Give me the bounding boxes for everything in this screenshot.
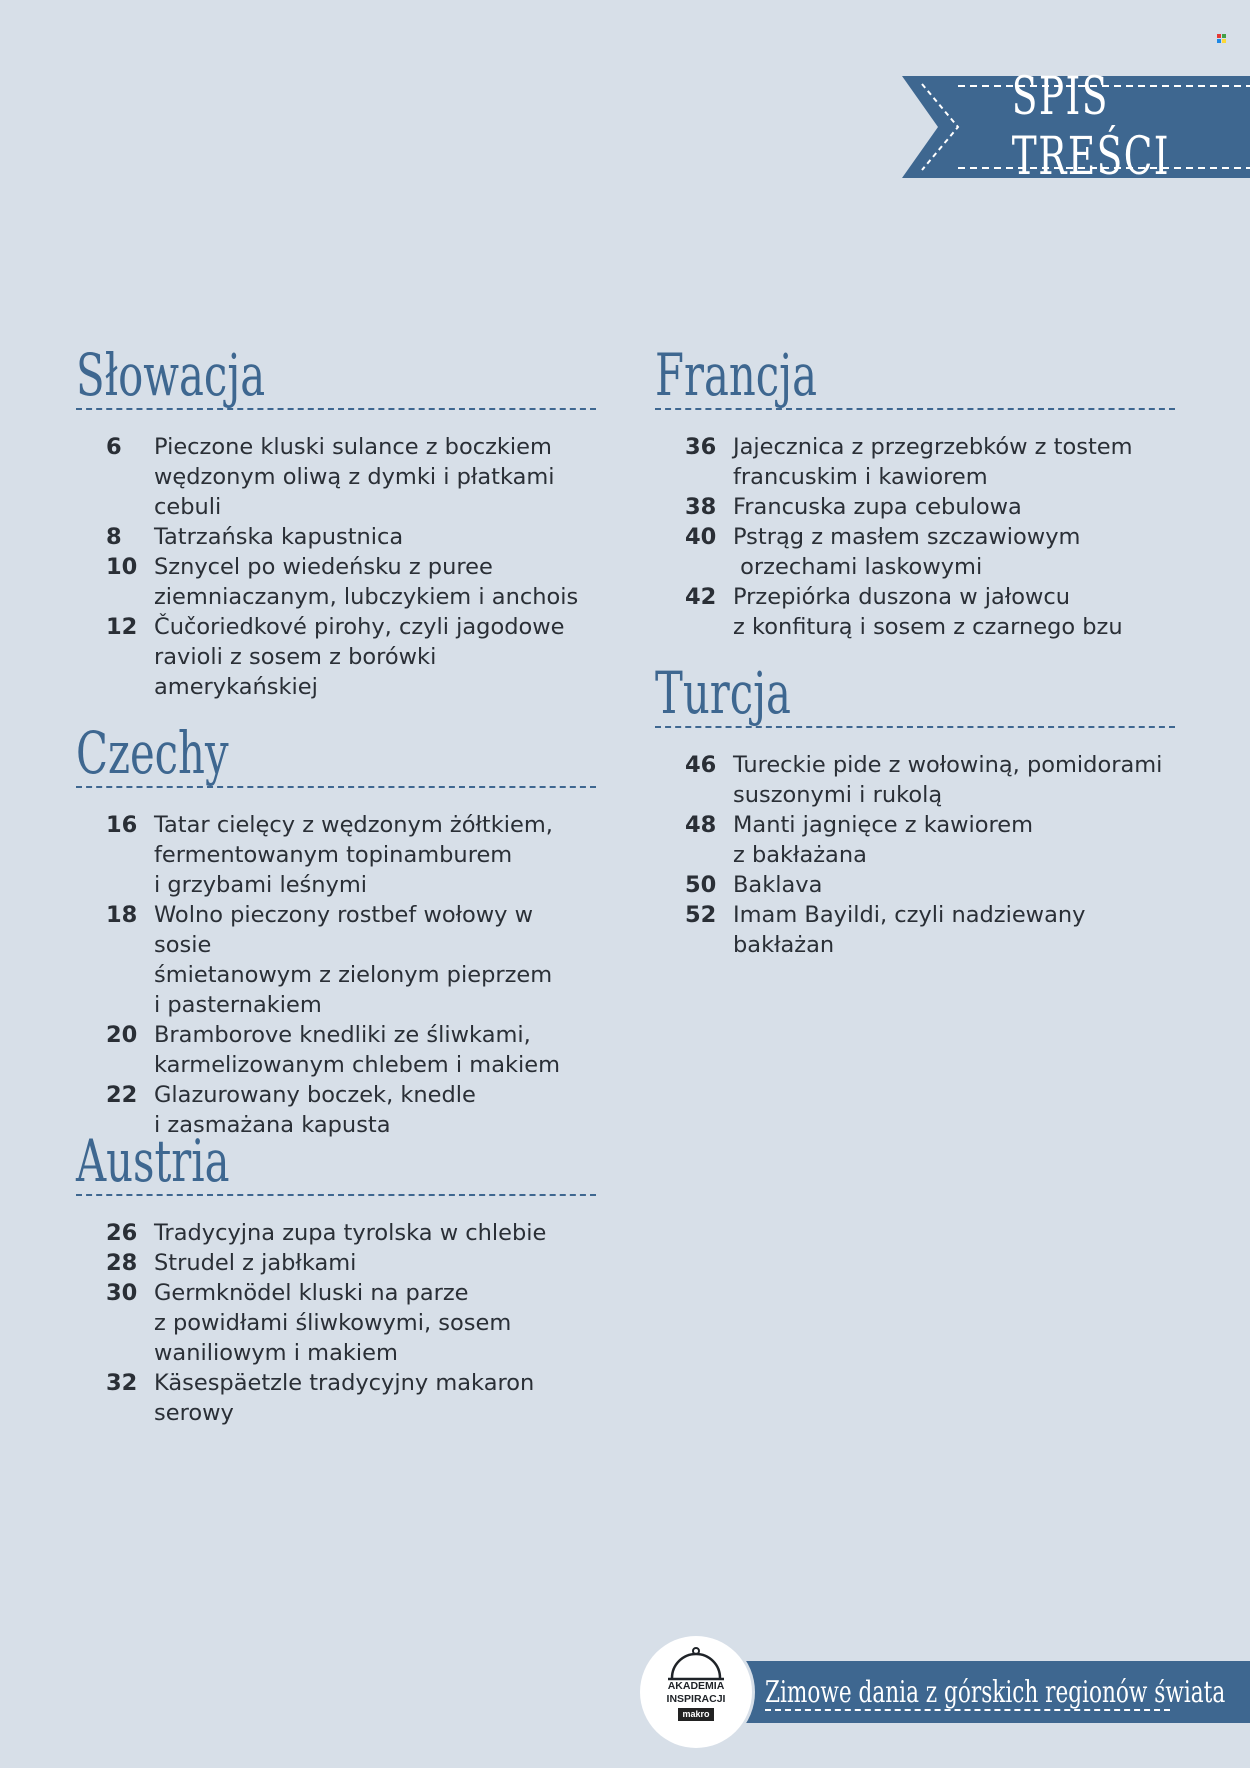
- entry-line: Pieczone kluski sulance z boczkiem: [154, 434, 552, 460]
- page-number: 32: [106, 1370, 138, 1396]
- toc-entry: [655, 582, 1175, 642]
- page-title: SPIS TREŚCI: [1011, 67, 1171, 187]
- toc-entry: [655, 870, 1175, 900]
- section-title: Czechy: [76, 719, 229, 787]
- toc-entry: [655, 810, 1175, 870]
- entry-line: fermentowanym topinamburem: [154, 842, 513, 868]
- entry-line: bakłażan: [733, 932, 835, 958]
- page-number: 36: [685, 434, 717, 460]
- entry-line: cebuli: [154, 494, 222, 520]
- toc-banner: [902, 67, 1250, 187]
- entry-line: Čučoriedkové pirohy, czyli jagodowe: [154, 614, 565, 640]
- entry-line: Pstrąg z masłem szczawiowym: [733, 524, 1081, 550]
- section-austria: [76, 1127, 596, 1428]
- cloche-icon: [666, 1646, 726, 1682]
- toc-entry: [76, 810, 596, 900]
- page-number: 10: [106, 554, 138, 580]
- section-czechy: [76, 719, 596, 1140]
- entry-line: i grzybami leśnymi: [154, 872, 368, 898]
- section-title: Turcja: [655, 659, 791, 727]
- page-number: 6: [106, 434, 122, 460]
- logo-line-2: INSPIRACJI: [666, 1693, 726, 1705]
- page-number: 22: [106, 1082, 138, 1108]
- entry-line: wędzonym oliwą z dymki i płatkami: [154, 464, 555, 490]
- entry-line: Bramborove knedliki ze śliwkami,: [154, 1022, 531, 1048]
- entry-line: Strudel z jabłkami: [154, 1250, 357, 1276]
- entry-line: Manti jagnięce z kawiorem: [733, 812, 1034, 838]
- footer-title: Zimowe dania z górskich regionów świata: [765, 1674, 1226, 1710]
- entry-line: z konfiturą i sosem z czarnego bzu: [733, 614, 1123, 640]
- toc-entry: [76, 900, 596, 1020]
- footer-divider: [765, 1709, 1170, 1711]
- section-francja: [655, 341, 1175, 642]
- page-number: 20: [106, 1022, 138, 1048]
- brand-badge: makro: [678, 1708, 714, 1721]
- entry-line: francuskim i kawiorem: [733, 464, 988, 490]
- entry-line: waniliowym i makiem: [154, 1340, 398, 1366]
- entry-line: Wolno pieczony rostbef wołowy w sosie: [154, 902, 534, 958]
- entry-line: ziemniaczanym, lubczykiem i anchois: [154, 584, 579, 610]
- akademia-inspiracji-logo: [640, 1636, 752, 1748]
- toc-entry: [655, 900, 1175, 960]
- page-number: 50: [685, 872, 717, 898]
- toc-entry: [76, 552, 596, 612]
- section-title: Słowacja: [76, 341, 266, 409]
- entry-line: serowy: [154, 1400, 234, 1426]
- entry-line: Tureckie pide z wołowiną, pomidorami: [733, 752, 1163, 778]
- entry-line: Jajecznica z przegrzebków z tostem: [733, 434, 1133, 460]
- entry-line: śmietanowym z zielonym pieprzem: [154, 962, 553, 988]
- page-number: 46: [685, 752, 717, 778]
- page-number: 30: [106, 1280, 138, 1306]
- entry-line: Baklava: [733, 872, 823, 898]
- toc-entry: [76, 522, 596, 552]
- toc-entry: [655, 492, 1175, 522]
- page-number: 12: [106, 614, 138, 640]
- toc-entry: [76, 612, 596, 702]
- entry-line: Imam Bayildi, czyli nadziewany: [733, 902, 1086, 928]
- page-number: 42: [685, 584, 717, 610]
- entry-line: Käsespäetzle tradycyjny makaron: [154, 1370, 535, 1396]
- entry-line: Tradycyjna zupa tyrolska w chlebie: [154, 1220, 547, 1246]
- page-number: 38: [685, 494, 717, 520]
- page-number: 52: [685, 902, 717, 928]
- footer-banner: [740, 1661, 1250, 1723]
- section-title: Austria: [76, 1127, 230, 1195]
- toc-entry: [76, 1020, 596, 1080]
- entry-line: Sznycel po wiedeńsku z puree: [154, 554, 493, 580]
- toc-entry: [655, 522, 1175, 582]
- toc-entry: [76, 1368, 596, 1428]
- toc-entry: [76, 1218, 596, 1248]
- section-turcja: [655, 659, 1175, 960]
- entry-line: i zasmażana kapusta: [154, 1112, 391, 1138]
- entry-line: ravioli z sosem z borówki: [154, 644, 437, 670]
- toc-entry: [655, 432, 1175, 492]
- entry-line: Germknödel kluski na parze: [154, 1280, 469, 1306]
- page-number: 18: [106, 902, 138, 928]
- entry-line: z powidłami śliwkowymi, sosem: [154, 1310, 512, 1336]
- toc-entry: [76, 1248, 596, 1278]
- page-number: 26: [106, 1220, 138, 1246]
- entry-line: karmelizowanym chlebem i makiem: [154, 1052, 561, 1078]
- entry-line: Francuska zupa cebulowa: [733, 494, 1022, 520]
- entry-line: Tatar cielęcy z wędzonym żółtkiem,: [154, 812, 553, 838]
- entry-line: Glazurowany boczek, knedle: [154, 1082, 476, 1108]
- section-slowacja: [76, 341, 596, 702]
- page-number: 8: [106, 524, 122, 550]
- entry-line: suszonymi i rukolą: [733, 782, 943, 808]
- page-number: 48: [685, 812, 717, 838]
- toc-entry: [76, 432, 596, 522]
- toc-entry: [76, 1278, 596, 1368]
- page-number: 28: [106, 1250, 138, 1276]
- entry-line: Przepiórka duszona w jałowcu: [733, 584, 1071, 610]
- toc-entry: [655, 750, 1175, 810]
- entry-line: z bakłażana: [733, 842, 867, 868]
- page-number: 16: [106, 812, 138, 838]
- entry-line: amerykańskiej: [154, 674, 318, 700]
- corner-color-marks: [1217, 34, 1226, 43]
- logo-line-1: AKADEMIA: [667, 1680, 725, 1692]
- entry-line: orzechami laskowymi: [733, 554, 983, 580]
- entry-line: i pasternakiem: [154, 992, 322, 1018]
- section-title: Francja: [655, 341, 817, 409]
- entry-line: Tatrzańska kapustnica: [154, 524, 404, 550]
- page-number: 40: [685, 524, 717, 550]
